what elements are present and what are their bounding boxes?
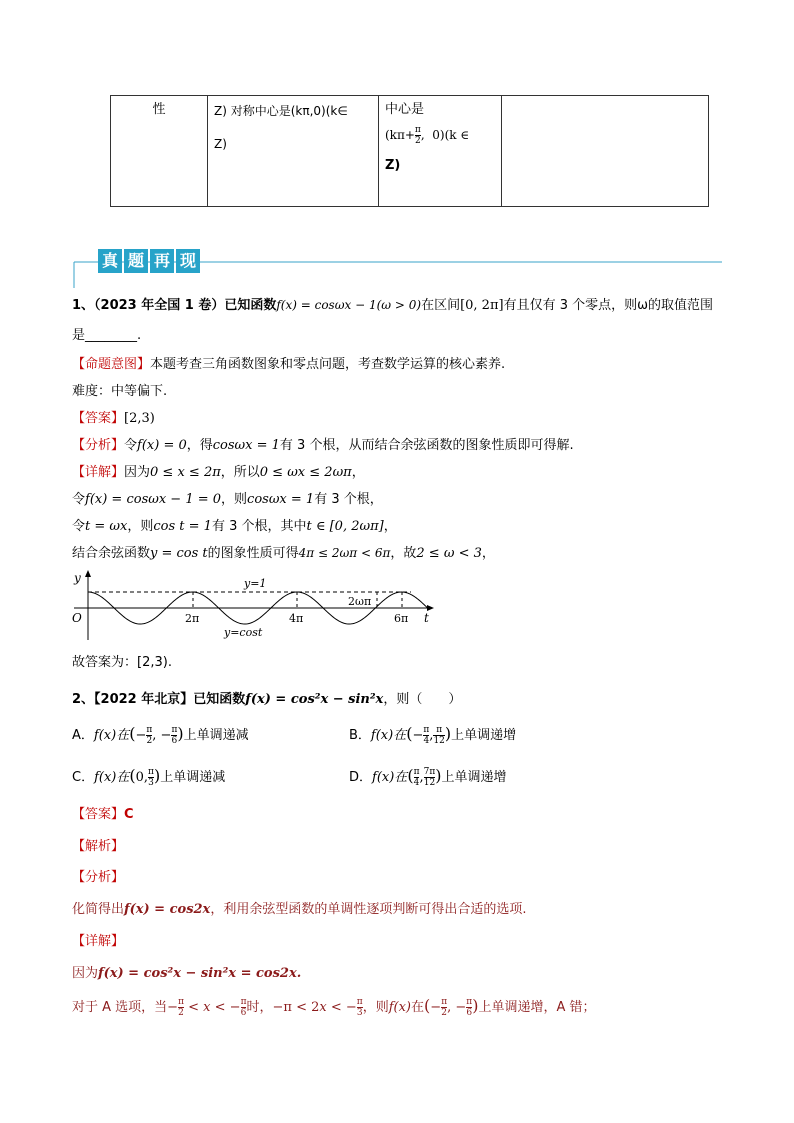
- q1-answer: [72, 407, 155, 426]
- xiangjie-text: 因为: [72, 966, 99, 981]
- detail-text: ，则: [221, 492, 248, 507]
- q1-stem: [72, 294, 713, 313]
- analysis-text: 令: [124, 438, 138, 453]
- tan-center-line1: 中心是: [385, 102, 425, 117]
- detail-text: 有 3 个根，其中: [211, 519, 307, 534]
- cos-center-line1: Z) 对称中心是(kπ,0)(k∈: [214, 104, 348, 118]
- cosine-graph: [66, 568, 446, 648]
- q1-analysis: [72, 434, 574, 453]
- answer-tag: 【答案】: [72, 807, 125, 822]
- detail-text: 令: [72, 519, 86, 534]
- answer-tag: 【答案】: [72, 411, 125, 426]
- section-title-char: 再: [150, 249, 174, 273]
- cos-label: y=cost: [224, 626, 263, 639]
- q1-function: f(x) = cosωx − 1(ω > 0): [276, 298, 422, 312]
- q2-fenxi-text: [72, 898, 526, 917]
- check-text: 上单调递增，A 错；: [478, 1000, 596, 1015]
- option-b-interval: (: [406, 724, 413, 743]
- section-title-char: 现: [176, 249, 200, 273]
- detail-formula: cosωx = 1: [247, 492, 315, 507]
- section-title-char: 真: [98, 249, 122, 273]
- q2-xiangjie: 【详解】: [72, 934, 125, 949]
- fenxi-formula: f(x) = cos2x: [124, 902, 211, 917]
- detail-text: ，故: [390, 546, 417, 561]
- analysis-text: ，得: [186, 438, 213, 453]
- detail-formula: f(x) = cosωx − 1 = 0: [85, 492, 222, 507]
- q1-detail-4: [72, 542, 495, 561]
- intent-text: 本题考查三角函数图象和零点问题，考查数学运算的核心素养.: [150, 357, 506, 372]
- detail-text: ，: [351, 465, 365, 480]
- q1-stem-text: 在区间: [421, 298, 461, 313]
- analysis-text: 有 3 个根，从而结合余弦函数的图象性质即可得解.: [279, 438, 574, 453]
- option-b-text: 上单调递增: [451, 728, 517, 743]
- fenxi-text: 化简得出: [72, 902, 125, 917]
- table-cell-cos: [208, 96, 379, 207]
- detail-tag: 【详解】: [72, 465, 125, 480]
- tick-label: 4π: [289, 612, 304, 625]
- detail-text: ，则: [127, 519, 154, 534]
- q1-stem-text: 1、（2023 年全国 1 卷）已知函数: [72, 298, 277, 313]
- detail-text: 因为: [124, 465, 151, 480]
- option-a-interval: (: [129, 724, 136, 743]
- y1-label: y=1: [244, 577, 267, 590]
- detail-formula: 2 ≤ ω < 3: [416, 546, 482, 561]
- y-axis-arrow: [85, 570, 91, 577]
- tick-label: 2π: [185, 612, 200, 625]
- check-text: ，则: [362, 1000, 389, 1015]
- option-a-text: 上单调递减: [183, 728, 249, 743]
- option-c-label: C．: [72, 770, 95, 785]
- xiangjie-formula: f(x) = cos²x − sin²x = cos2x.: [98, 966, 302, 981]
- detail-formula: t ∈ [0, 2ωπ]: [306, 519, 384, 534]
- q2-stem: [72, 688, 461, 707]
- detail-text: ，: [383, 519, 397, 534]
- q1-difficulty: 难度：中等偏下.: [72, 384, 168, 399]
- section-title-char: 题: [124, 249, 148, 273]
- detail-formula: cos t = 1: [153, 519, 212, 534]
- detail-text: 令: [72, 492, 86, 507]
- option-c-interval: (: [129, 766, 136, 785]
- detail-formula: y = cos t: [150, 546, 208, 561]
- option-b[interactable]: B．f(x)在(− $\frac{\pi}{4}$ , $\frac{\pi}{12}$ )上单调递增: [349, 724, 517, 746]
- option-a-label: A．: [72, 728, 94, 743]
- detail-text: 有 3 个根，: [314, 492, 383, 507]
- option-d-text: f(x)在: [372, 770, 408, 785]
- section-header: [72, 248, 722, 288]
- property-label: 性: [152, 102, 166, 117]
- analysis-formula: cosωx = 1: [212, 438, 280, 453]
- analysis-tag: 【分析】: [72, 438, 125, 453]
- q1-stem-cont: 是________.: [72, 328, 142, 343]
- q1-detail-3: [72, 515, 397, 534]
- q1-detail-1: [72, 461, 365, 480]
- detail-text: ，所以: [220, 465, 260, 480]
- detail-formula: 0 ≤ x ≤ 2π: [150, 465, 221, 480]
- table-cell-tan: [379, 96, 502, 207]
- option-b-label: B．: [349, 728, 371, 743]
- option-a[interactable]: A．f(x)在(− $\frac{\pi}{2}$ , − $\frac{\pi}{6}$ )上单调递减: [72, 724, 249, 746]
- q1-interval: [0, 2π]: [460, 298, 504, 313]
- q2-answer: [72, 803, 134, 822]
- tan-center-formula: (kπ+ $\frac{\pi}{2}$ , 0)(k ∈: [385, 125, 470, 146]
- q2-fenxi: 【分析】: [72, 870, 125, 885]
- answer-text: C: [124, 807, 134, 822]
- fenxi-text: ，利用余弦型函数的单调性逐项判断可得出合适的选项.: [210, 902, 527, 917]
- origin-label: O: [72, 611, 82, 625]
- q1-detail-2: [72, 488, 383, 507]
- q1-stem-text: 有且仅有 3 个零点，则ω的取值范围: [503, 298, 714, 313]
- q2-function: f(x) = cos²x − sin²x: [245, 692, 384, 707]
- property-table: [110, 95, 709, 207]
- q2-stem-text: 2、【2022 年北京】已知函数: [72, 692, 246, 707]
- option-d-text: 上单调递增: [441, 770, 507, 785]
- detail-formula: 0 ≤ ωx ≤ 2ωπ: [259, 465, 352, 480]
- detail-text: 的图象性质可得: [207, 546, 299, 561]
- intent-tag: 【命题意图】: [72, 357, 151, 372]
- y-axis-label: y: [74, 571, 81, 585]
- tick-label: 6π: [394, 612, 409, 625]
- option-c-text: 上单调递减: [160, 770, 226, 785]
- check-text: 对于 A 选项，当: [72, 1000, 168, 1015]
- option-d-interval: (: [407, 766, 414, 785]
- option-c[interactable]: C．f(x)在(0, $\frac{\pi}{3}$ )上单调递减: [72, 766, 226, 788]
- detail-formula: 4π ≤ 2ωπ < 6π: [298, 546, 391, 560]
- option-c-text: f(x)在: [94, 770, 130, 785]
- option-a-text: f(x)在: [93, 728, 130, 743]
- table-cell-empty: [502, 96, 709, 207]
- detail-text: ，: [481, 546, 495, 561]
- table-cell-property: [111, 96, 208, 207]
- analysis-formula: f(x) = 0: [137, 438, 187, 453]
- q2-xiangjie-text: [72, 962, 301, 981]
- detail-text: 结合余弦函数: [72, 546, 151, 561]
- q1-intent: [72, 353, 505, 372]
- q2-stem-text: ，则（ ）: [383, 692, 462, 707]
- section-title: [98, 249, 200, 273]
- tan-center-line3: Z): [385, 158, 401, 173]
- detail-formula: t = ωx: [85, 519, 128, 534]
- cos-center-line2: Z): [214, 137, 227, 151]
- q2-jiexi: 【解析】: [72, 839, 125, 854]
- option-d[interactable]: D．f(x)在( $\frac{\pi}{4}$ , $\frac{7\pi}{12}$ )上单调递增: [349, 766, 507, 788]
- q1-final: 故答案为：[2,3).: [72, 655, 172, 670]
- option-d-label: D．: [349, 770, 373, 785]
- option-b-text: f(x)在: [370, 728, 407, 743]
- mark-label: 2ωπ: [348, 595, 372, 608]
- q2-option-a-check: 对于 A 选项，当− $\frac{\pi}{2}$ < x < − $\frac{\pi}{6}$ 时，−π < 2x < − $\frac{\pi}{3}$ ，则f(x)在(− $\frac{\pi}{2}$ , − $\frac{\pi}{6}$ )上单调递增，A 错；: [72, 996, 596, 1018]
- answer-text: [2,3): [124, 411, 155, 426]
- check-text: 时，: [246, 1000, 273, 1015]
- t-axis-label: t: [424, 611, 429, 625]
